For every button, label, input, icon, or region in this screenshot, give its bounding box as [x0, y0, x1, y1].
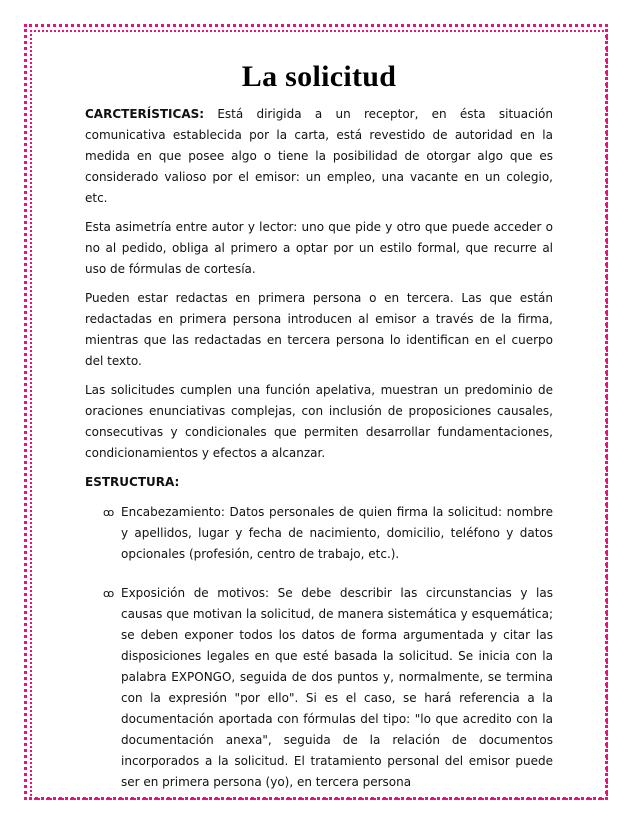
list-item-exposicion — [85, 583, 553, 793]
list-item-text: Exposición de motivos: Se debe describir las circunstancias y las causas que motivan la solicitud, de manera sistemática y esquemática; se deben exponer todos los datos de forma argumentada y citar las disposiciones legales en que esté basada la solicitud. Se inicia con la palabra EXPONGO, seguida de dos puntos y, normalmente, se termina con la expresión "por ello". Si es el caso, se hará referencia a la documentación aportada con fórmulas del tipo: "lo que acredito con la documentación anexa", seguida de la relación de documentos incorporados a la solicitud. El tratamiento personal del emisor puede ser en primera persona (yo), en tercera persona — [121, 586, 553, 789]
document-page — [85, 60, 553, 811]
estructura-list — [85, 502, 553, 793]
list-item-encabezamiento — [85, 502, 553, 565]
body-paragraph-1: Esta asimetría entre autor y lector: uno que pide y otro que puede acceder o no al pedido, obliga al primero a optar por un estilo formal, que recurre al uso de fórmulas de cortesía. — [85, 220, 553, 276]
caracteristicas-label: CARCTERÍSTICAS: — [85, 107, 205, 121]
caracteristicas-text: Está dirigida a un receptor, en ésta situación comunicativa establecida por la carta, está revestido de autoridad en la medida en que posee algo o tiene la posibilidad de otorgar algo que es considerado valioso por el emisor: un empleo, una vacante en un colegio, etc. — [85, 107, 553, 205]
caracteristicas-paragraph — [85, 104, 553, 209]
list-item-text: Encabezamiento: Datos personales de quien firma la solicitud: nombre y apellidos, lugar y fecha de nacimiento, domicilio, teléfono y datos opcionales (profesión, centro de trabajo, etc.). — [121, 505, 553, 561]
document-title: La solicitud — [241, 60, 397, 93]
estructura-heading: ESTRUCTURA: — [85, 475, 180, 489]
body-paragraph-2: Pueden estar redactas en primera persona o en tercera. Las que están redactadas en primera persona introducen al emisor a través de la firma, mientras que las redactadas en tercera persona lo identifican en el cuerpo del texto. — [85, 291, 553, 368]
bullet-icon: ꝏ — [103, 506, 114, 519]
bullet-icon: ꝏ — [103, 587, 114, 600]
body-paragraph-3: Las solicitudes cumplen una función apelativa, muestran un predominio de oraciones enunciativas complejas, con inclusión de proposiciones causales, consecutivas y condicionales que permiten desarrollar fundamentaciones, condicionamientos y efectos a alcanzar. — [85, 383, 553, 460]
